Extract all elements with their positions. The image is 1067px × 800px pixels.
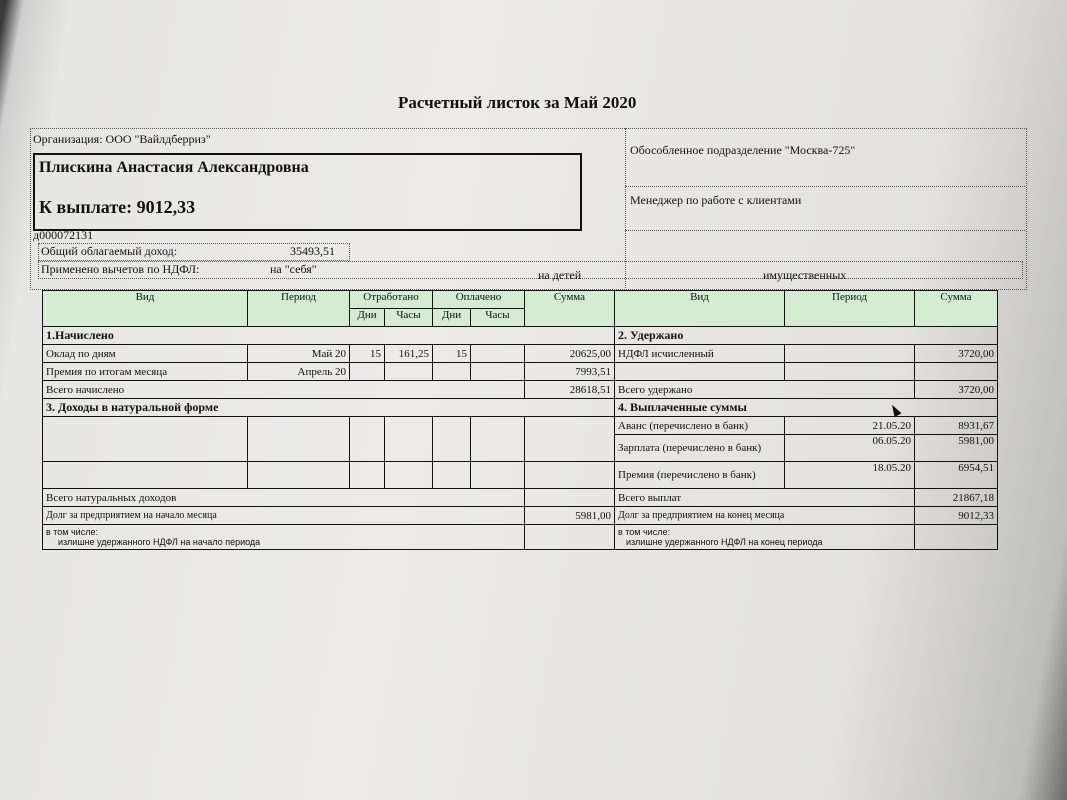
- taxable-value: 35493,51: [290, 244, 335, 258]
- header-divider: [625, 229, 1025, 231]
- accrued-total-sum: 28618,51: [525, 381, 615, 399]
- paid-name: Аванс (перечислено в банк): [615, 417, 785, 435]
- accrued-hours: 161,25: [385, 345, 433, 363]
- table-row: [43, 417, 998, 435]
- debt-end-sum: 9012,33: [915, 507, 998, 525]
- including-left-sum: [525, 525, 615, 550]
- accrued-days: 15: [350, 345, 385, 363]
- accrued-name: Премия по итогам месяца: [43, 363, 248, 381]
- debt-row: [43, 507, 998, 525]
- in-kind-total-label: Всего натуральных доходов: [43, 489, 525, 507]
- accrued-paid-days: 15: [433, 345, 471, 363]
- col-sum: Сумма: [525, 291, 615, 327]
- section-accrued: 1.Начислено: [43, 327, 615, 345]
- taxable-label: Общий облагаемый доход:: [41, 244, 178, 258]
- total-row: [43, 381, 998, 399]
- paid-date: 21.05.20: [785, 417, 915, 435]
- debt-end-label: Долг за предприятием на конец месяца: [615, 507, 915, 525]
- deduction-children: на детей: [538, 268, 582, 282]
- col-worked-hours: Часы: [385, 309, 433, 327]
- section-in-kind: 3. Доходы в натуральной форме: [43, 399, 615, 417]
- withheld-period: [785, 363, 915, 381]
- payslip-table: [42, 290, 998, 550]
- accrued-name: Оклад по дням: [43, 345, 248, 363]
- accrued-paid-hours: [471, 345, 525, 363]
- col-paid-days: Дни: [433, 309, 471, 327]
- employee-id: д000072131: [33, 228, 94, 242]
- header-divider: [625, 185, 1025, 187]
- col-paid-hours: Часы: [471, 309, 525, 327]
- accrued-days: [350, 363, 385, 381]
- accrued-paid-hours: [471, 363, 525, 381]
- in-kind-cell: [385, 462, 433, 489]
- debt-start-label: Долг за предприятием на начало месяца: [43, 507, 525, 525]
- total-row: [43, 489, 998, 507]
- deductions-label: Применено вычетов по НДФЛ:: [41, 262, 200, 276]
- col-type-right: Вид: [615, 291, 785, 327]
- in-kind-cell: [471, 417, 525, 462]
- col-paid: Оплачено: [433, 291, 525, 309]
- withheld-name: [615, 363, 785, 381]
- employee-name: Плискина Анастасия Александровна: [39, 159, 309, 176]
- in-kind-cell: [43, 462, 248, 489]
- including-right-title: в том числе:: [618, 527, 670, 537]
- including-right: [615, 525, 915, 550]
- accrued-hours: [385, 363, 433, 381]
- in-kind-cell: [525, 462, 615, 489]
- position-label: Менеджер по работе с клиентами: [630, 193, 802, 207]
- col-period: Период: [248, 291, 350, 327]
- including-left-title: в том числе:: [46, 527, 98, 537]
- in-kind-cell: [525, 417, 615, 462]
- in-kind-cell: [350, 462, 385, 489]
- accrued-sum: 7993,51: [525, 363, 615, 381]
- including-left-detail: излишне удержанного НДФЛ на начало периода: [58, 537, 261, 547]
- accrued-paid-days: [433, 363, 471, 381]
- paid-sum: 5981,00: [915, 435, 998, 462]
- in-kind-cell: [471, 462, 525, 489]
- col-type: Вид: [43, 291, 248, 327]
- organization-label: Организация: ООО "Вайлдберриз": [33, 132, 211, 146]
- withheld-sum: 3720,00: [915, 345, 998, 363]
- paid-sum: 8931,67: [915, 417, 998, 435]
- accrued-sum: 20625,00: [525, 345, 615, 363]
- in-kind-cell: [248, 462, 350, 489]
- header-row: [43, 291, 998, 309]
- debt-start-sum: 5981,00: [525, 507, 615, 525]
- in-kind-cell: [43, 417, 248, 462]
- deduction-self: на "себя": [270, 262, 317, 276]
- paid-date: 06.05.20: [785, 435, 915, 462]
- section-withheld: 2. Удержано: [615, 327, 998, 345]
- section-row: [43, 399, 998, 417]
- paid-date: 18.05.20: [785, 462, 915, 489]
- in-kind-cell: [433, 417, 471, 462]
- deduction-property: имущественных: [763, 268, 847, 282]
- col-worked: Отработано: [350, 291, 433, 309]
- including-right-detail: излишне удержанного НДФЛ на конец периода: [626, 537, 823, 547]
- including-right-sum: [915, 525, 998, 550]
- in-kind-cell: [385, 417, 433, 462]
- table-row: [43, 363, 998, 381]
- accrued-total-label: Всего начислено: [43, 381, 525, 399]
- paid-name: Премия (перечислено в банк): [615, 462, 785, 489]
- withheld-name: НДФЛ исчисленный: [615, 345, 785, 363]
- paid-sum: 6954,51: [915, 462, 998, 489]
- section-row: [43, 327, 998, 345]
- in-kind-total-sum: [525, 489, 615, 507]
- accrued-period: Май 20: [248, 345, 350, 363]
- payslip-document: [28, 0, 1028, 800]
- col-worked-days: Дни: [350, 309, 385, 327]
- withheld-total-label: Всего удержано: [615, 381, 915, 399]
- accrued-period: Апрель 20: [248, 363, 350, 381]
- in-kind-cell: [350, 417, 385, 462]
- division-label: Обособленное подразделение "Москва-725": [630, 143, 856, 157]
- withheld-sum: [915, 363, 998, 381]
- section-paid-out: 4. Выплаченные суммы: [615, 399, 998, 417]
- col-period-right: Период: [785, 291, 915, 327]
- in-kind-cell: [433, 462, 471, 489]
- in-kind-cell: [248, 417, 350, 462]
- table-row: [43, 462, 998, 489]
- withheld-total-sum: 3720,00: [915, 381, 998, 399]
- payout-amount: К выплате: 9012,33: [39, 197, 196, 217]
- paid-name: Зарплата (перечислено в банк): [615, 435, 785, 462]
- including-left: [43, 525, 525, 550]
- table-row: [43, 345, 998, 363]
- paid-total-label: Всего выплат: [615, 489, 915, 507]
- employee-block: [33, 153, 582, 231]
- page-title: Расчетный листок за Май 2020: [398, 93, 637, 112]
- paid-total-sum: 21867,18: [915, 489, 998, 507]
- col-sum-right: Сумма: [915, 291, 998, 327]
- including-row: [43, 525, 998, 550]
- withheld-period: [785, 345, 915, 363]
